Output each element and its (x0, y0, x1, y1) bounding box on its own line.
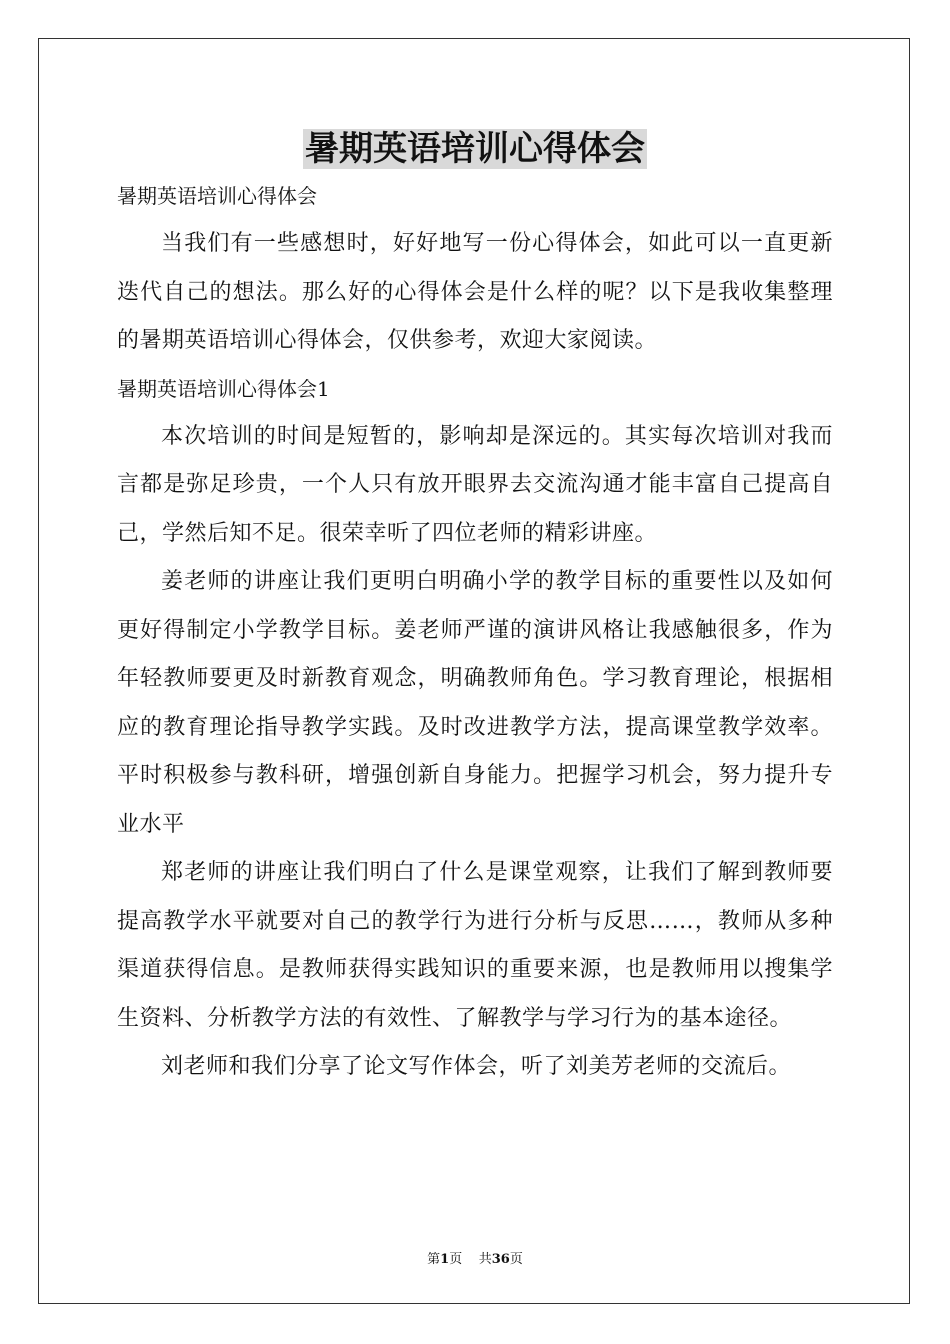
body-paragraph: 刘老师和我们分享了论文写作体会，听了刘美芳老师的交流后。 (161, 1054, 792, 1079)
document-subtitle: 暑期英语培训心得体会 (117, 184, 317, 208)
body-paragraph: 郑老师的讲座让我们明白了什么是课堂观察，让我们了解到教师要提高教学水平就要对自己的教学行为进行分析与反思……，教师从多种渠道获得信息。是教师获得实践知识的重要来源，也是教师用以搜集学生资料、分析教学方法的有效性、了解教学与学习行为的基本途径。 (117, 860, 833, 1031)
intro-paragraph: 当我们有一些感想时，好好地写一份心得体会，如此可以一直更新迭代自己的想法。那么好的心得体会是什么样的呢？以下是我收集整理的暑期英语培训心得体会，仅供参考，欢迎大家阅读。 (117, 231, 833, 353)
document-body (117, 125, 833, 1092)
body-paragraph: 本次培训的时间是短暂的，影响却是深远的。其实每次培训对我而言都是弥足珍贵，一个人只有放开眼界去交流沟通才能丰富自己提高自己，学然后知不足。很荣幸听了四位老师的精彩讲座。 (117, 423, 833, 546)
page-prefix: 第 (427, 1252, 441, 1267)
total-pages: 36 (491, 1252, 510, 1267)
document-title (117, 125, 833, 173)
body-paragraph: 姜老师的讲座让我们更明白明确小学的教学目标的重要性以及如何更好得制定小学教学目标。姜老师严谨的演讲风格让我感触很多，作为年轻教师要更及时新教育观念，明确教师角色。学习教育理论，根据相应的教育理论指导教学实践。及时改进教学方法，提高课堂教学效率。平时积极参与教科研，增强创新自身能力。把握学习机会，努力提升专业水平 (117, 569, 833, 837)
total-prefix: 共 (478, 1252, 492, 1267)
page-number: 1 (440, 1252, 450, 1267)
total-suffix: 页 (509, 1252, 523, 1267)
document-title-text: 暑期英语培训心得体会 (305, 129, 645, 169)
section-heading: 暑期英语培训心得体会1 (117, 376, 330, 401)
page-suffix: 页 (449, 1252, 463, 1267)
page-footer (0, 1248, 950, 1267)
